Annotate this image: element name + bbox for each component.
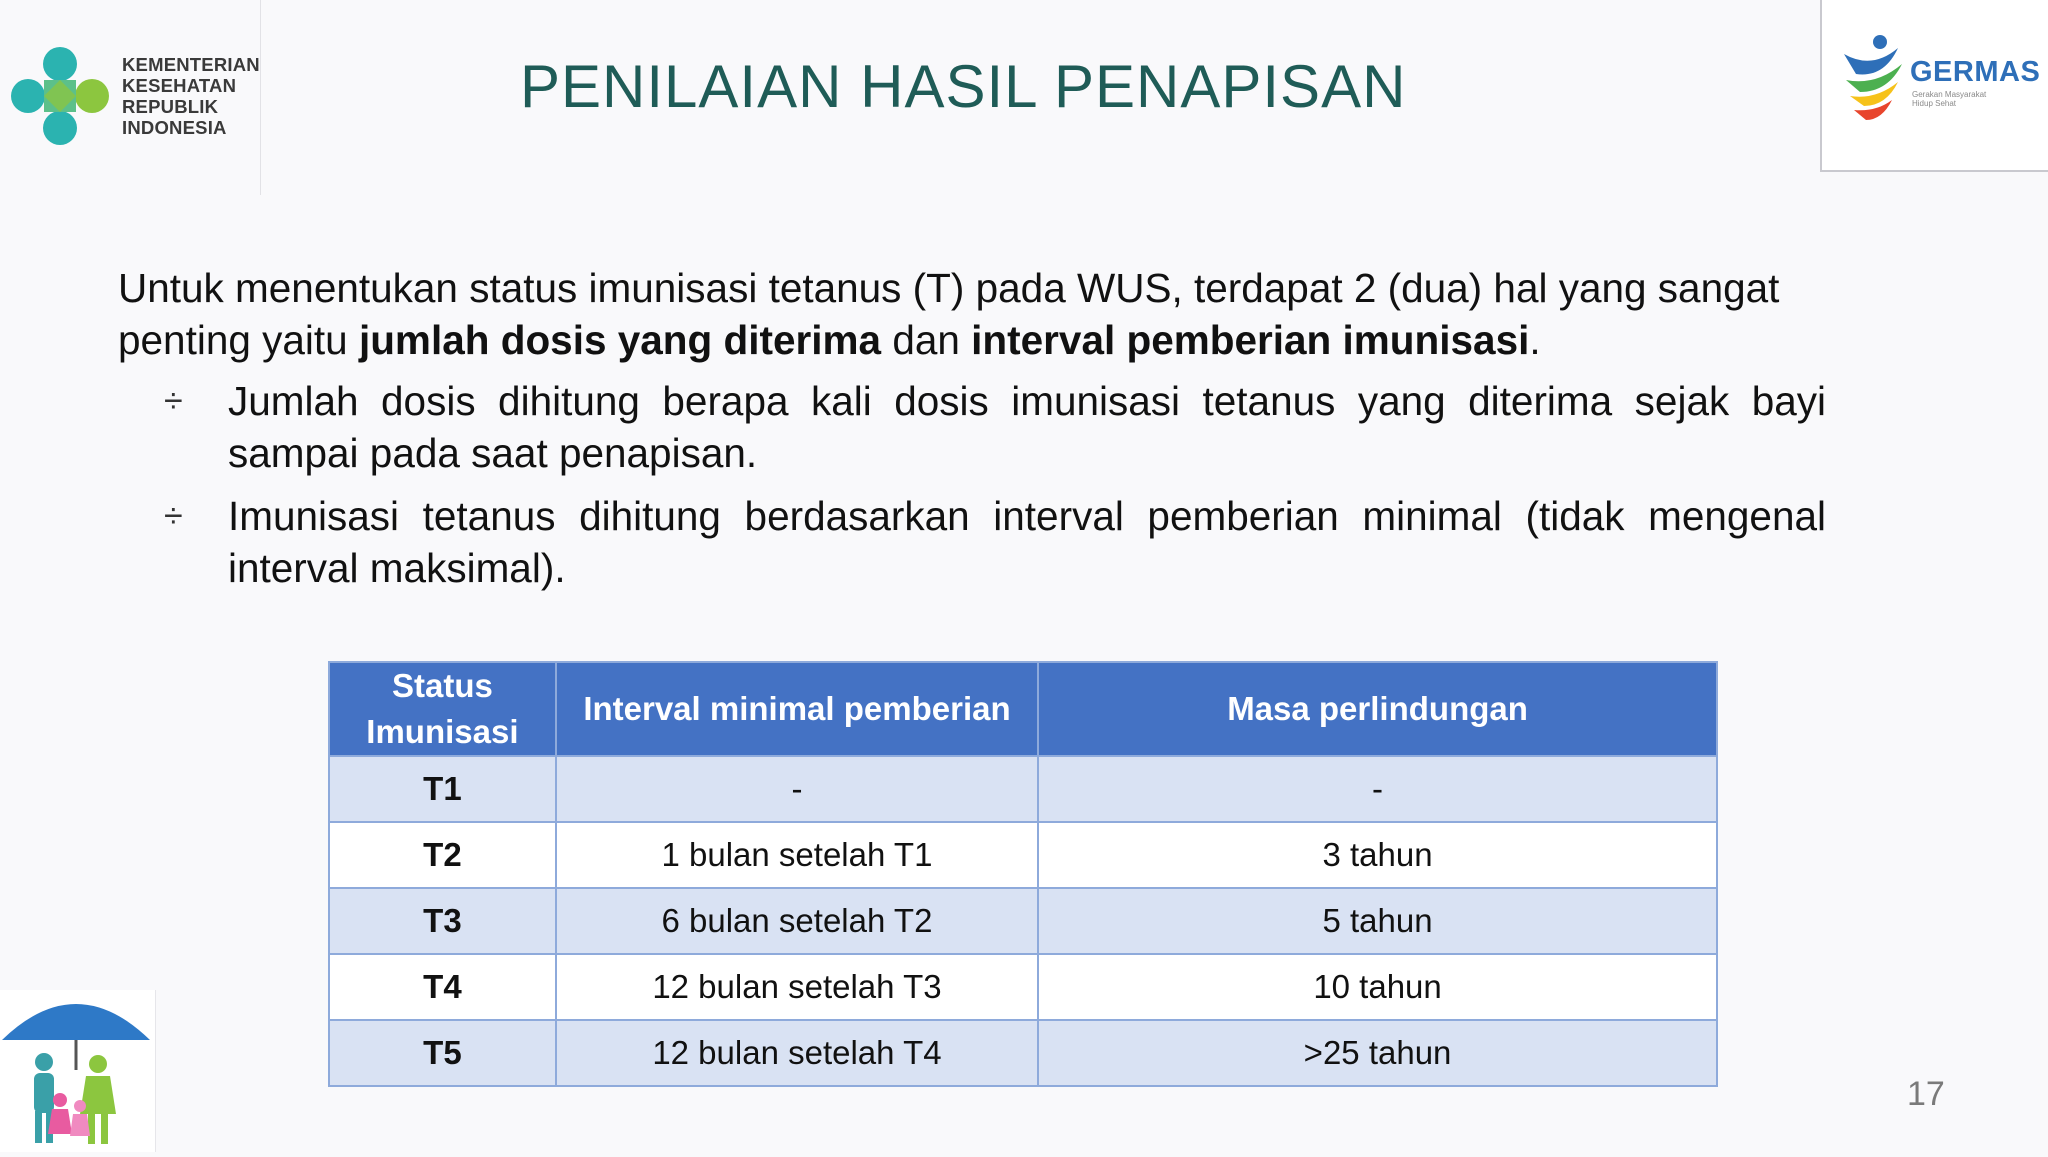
bullet-text: Imunisasi tetanus dihitung berdasarkan interval pemberian minimal (tidak mengenal interval maksimal).	[228, 493, 1826, 591]
status-cell: T2	[329, 822, 556, 888]
interval-cell: 12 bulan setelah T3	[556, 954, 1038, 1020]
intro-paragraph	[118, 262, 1828, 366]
intro-emphasis-interval: interval pemberian imunisasi	[971, 317, 1530, 363]
kemenkes-logo	[0, 0, 261, 195]
slide-title: PENILAIAN HASIL PENAPISAN	[520, 53, 1407, 120]
bullet-text: Jumlah dosis dihitung berapa kali dosis imunisasi tetanus yang diterima sejak bayi sampai pada saat penapisan.	[228, 378, 1826, 476]
protection-cell: >25 tahun	[1038, 1020, 1717, 1086]
kemenkes-line: INDONESIA	[122, 117, 227, 138]
header-interval: Interval minimal pemberian	[556, 662, 1038, 756]
germas-tagline-line: Hidup Sehat	[1912, 99, 1957, 108]
bullet-list	[160, 375, 1826, 605]
kemenkes-line: KESEHATAN	[122, 75, 237, 96]
status-cell: T5	[329, 1020, 556, 1086]
bullet-divide-icon: ÷	[164, 497, 183, 535]
kemenkes-logo-icon	[4, 40, 116, 152]
kemenkes-line: REPUBLIK	[122, 96, 219, 117]
table-row	[329, 756, 1717, 822]
table-row	[329, 888, 1717, 954]
intro-text: .	[1529, 317, 1541, 363]
protection-cell: 10 tahun	[1038, 954, 1717, 1020]
intro-text: dan	[881, 317, 972, 363]
header-status: Status Imunisasi	[329, 662, 556, 756]
germas-wordmark: GERMAS	[1910, 56, 2041, 88]
interval-cell: 12 bulan setelah T4	[556, 1020, 1038, 1086]
status-cell: T4	[329, 954, 556, 1020]
interval-cell: 6 bulan setelah T2	[556, 888, 1038, 954]
family-umbrella-icon	[0, 990, 155, 1152]
table-row	[329, 822, 1717, 888]
germas-tagline-line: Gerakan Masyarakat	[1912, 90, 1987, 99]
page-number: 17	[1907, 1075, 1945, 1113]
interval-cell: -	[556, 756, 1038, 822]
table-row	[329, 1020, 1717, 1086]
protection-cell: -	[1038, 756, 1717, 822]
protection-cell: 3 tahun	[1038, 822, 1717, 888]
bullet-divide-icon: ÷	[164, 382, 183, 420]
table-row	[329, 954, 1717, 1020]
status-cell: T1	[329, 756, 556, 822]
interval-cell: 1 bulan setelah T1	[556, 822, 1038, 888]
germas-tagline	[1912, 90, 1986, 108]
bullet-item	[160, 490, 1826, 594]
protection-cell: 5 tahun	[1038, 888, 1717, 954]
header-protection: Masa perlindungan	[1038, 662, 1717, 756]
germas-logo-icon	[1836, 30, 1916, 125]
family-illustration	[0, 990, 156, 1152]
kemenkes-logo-text	[122, 54, 260, 138]
bullet-item	[160, 375, 1826, 479]
kemenkes-line: KEMENTERIAN	[122, 54, 260, 75]
germas-logo	[1820, 0, 2048, 172]
status-cell: T3	[329, 888, 556, 954]
intro-text: Untuk menentukan status imunisasi tetanus (T) pada WUS, terdapat 2 (dua) hal yang sangat penting yaitu	[118, 265, 1780, 363]
intro-emphasis-dose: jumlah dosis yang diterima	[358, 317, 882, 363]
immunization-table	[328, 661, 1718, 1087]
table-header-row	[329, 662, 1717, 756]
